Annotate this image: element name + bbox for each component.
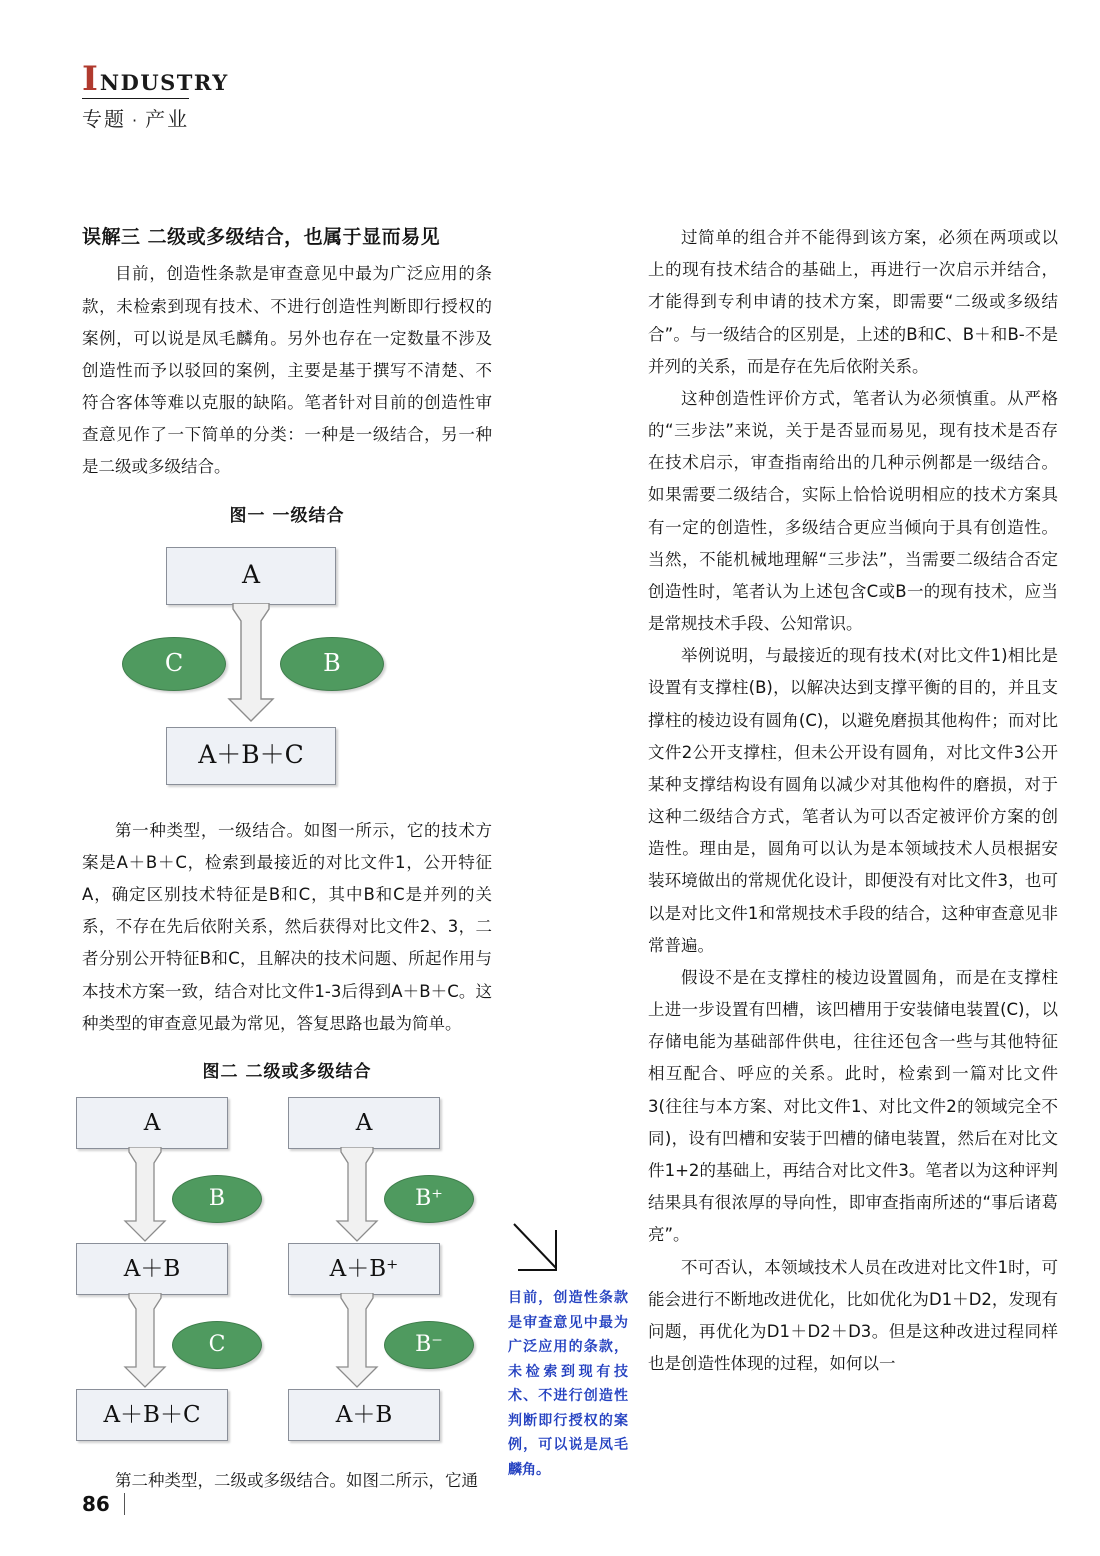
paragraph-right-2: 这种创造性评价方式，笔者认为必须慎重。从严格的“三步法”来说，关于是否显而易见，现有技术是否存在技术启示，审查指南给出的几种示例都是一级结合。如果需要二级结合，实际上恰恰说明相应的技术方案具有一定的创造性，多级结合更应当倾向于具有创造性。当然，不能机械地理解“三步法”，当需要二级结合否定创造性时，笔者认为上述包含C或B一的现有技术，应当是常规技术手段、公知常识。 bbox=[648, 388, 1058, 634]
fig2-right-arrow-1 bbox=[334, 1147, 380, 1243]
fig1-node-b-label: B bbox=[323, 649, 341, 678]
fig2-right-node-ab-label: A＋B bbox=[335, 1401, 393, 1428]
figure-2 bbox=[76, 1097, 476, 1447]
fig2-left-node-abc-label: A＋B＋C bbox=[103, 1401, 201, 1428]
figure-1 bbox=[122, 541, 452, 801]
figure-1-title: 图一 一级结合 bbox=[229, 505, 345, 526]
paragraph-left-2: 第一种类型，一级结合。如图一所示，它的技术方案是A＋B＋C，检索到最接近的对比文件1，公开特征A，确定区别技术特征是B和C，其中B和C是并列的关系，不存在先后依附关系，然后获得对比文件2、3，二者分别公开特征B和C，且解决的技术问题、所起作用与本技术方案一致，结合对比文件1-3后得到A＋B＋C。这种类型的审查意见最为常见，答复思路也最为简单。 bbox=[82, 820, 492, 1033]
paragraph-right-1: 过简单的组合并不能得到该方案，必须在两项或以上的现有技术结合的基础上，再进行一次启示并结合，才能得到专利申请的技术方案，即需要“二级或多级结合”。与一级结合的区别是，上述的B和C、B＋和B-不是并列的关系，而是存在先后依附关系。 bbox=[648, 228, 1058, 376]
fig2-right-node-a bbox=[288, 1097, 440, 1149]
fig2-right-node-ab bbox=[288, 1389, 440, 1441]
paragraph-left-1: 目前，创造性条款是审查意见中最为广泛应用的条款，未检索到现有技术、不进行创造性判断即行授权的案例，可以说是凤毛麟角。另外也存在一定数量不涉及创造性而予以驳回的案例，主要是基于撰写不清楚、不符合客体等难以克服的缺陷。笔者针对目前的创造性审查意见作了一下简单的分类：一种是一级结合，另一种是二级或多级结合。 bbox=[82, 264, 492, 477]
fig2-left-node-a bbox=[76, 1097, 228, 1149]
pullquote-rule bbox=[512, 1222, 566, 1280]
paragraph-right-3: 举例说明，与最接近的现有技术(对比文件1)相比是设置有支撑柱(B)，以解决达到支撑平衡的目的，并且支撑柱的棱边设有圆角(C)，以避免磨损其他构件；而对比文件2公开支撑柱，但未公开设有圆角，对比文件3公开某种支撑结构设有圆角以减少对其他构件的磨损，对于这种二级结合方式，笔者认为可以否定被评价方案的创造性。理由是，圆角可以认为是本领域技术人员根据安装环境做出的常规优化设计，即便没有对比文件3，也可以是对比文件1和常规技术手段的结合，这种审查意见非常普遍。 bbox=[648, 646, 1058, 955]
fig2-left-node-c-label: C bbox=[208, 1331, 226, 1357]
fig2-left-node-b bbox=[172, 1175, 262, 1223]
header-word: NDUSTRY bbox=[99, 70, 229, 95]
header-cn-separator: · bbox=[132, 111, 140, 130]
fig2-left-node-ab bbox=[76, 1243, 228, 1295]
page-number: 86 bbox=[82, 1492, 110, 1516]
section-title: 误解三 二级或多级结合，也属于显而易见 bbox=[82, 226, 441, 248]
fig1-node-c-label: C bbox=[164, 649, 184, 678]
fig1-node-c bbox=[122, 637, 226, 691]
fig2-right-arrow-2 bbox=[334, 1293, 380, 1389]
paragraph-right-5: 不可否认，本领域技术人员在改进对比文件1时，可能会进行不断地改进优化，比如优化为D1＋D2，发现有问题，再优化为D1＋D2＋D3。但是这种改进过程同样也是创造性体现的过程，如何以一 bbox=[648, 1257, 1058, 1374]
fig2-left-arrow-2 bbox=[122, 1293, 168, 1389]
left-column bbox=[82, 222, 492, 1497]
right-column bbox=[648, 222, 1058, 1380]
paragraph-left-3: 第二种类型，二级或多级结合。如图二所示，它通 bbox=[115, 1471, 478, 1491]
header-chinese-line bbox=[82, 98, 189, 132]
fig2-right-node-b-minus bbox=[384, 1321, 474, 1369]
fig1-arrow-down bbox=[225, 603, 277, 723]
fig2-left-node-b-label: B bbox=[208, 1185, 226, 1211]
fig1-node-a bbox=[166, 547, 336, 605]
fig2-right-node-a-label: A bbox=[355, 1109, 373, 1136]
pullquote: 目前，创造性条款是审查意见中最为广泛应用的条款，未检索到现有技术、不进行创造性判断即行授权的案例，可以说是凤毛麟角。 bbox=[508, 1290, 628, 1478]
header-cn-left: 专题 bbox=[82, 107, 126, 131]
fig2-left-arrow-1 bbox=[122, 1147, 168, 1243]
fig2-right-node-b-plus-label: B⁺ bbox=[415, 1185, 443, 1211]
fig1-node-a-label: A bbox=[241, 560, 261, 590]
fig1-node-abc-label: A＋B＋C bbox=[198, 740, 304, 770]
fig2-left-node-a-label: A bbox=[143, 1109, 161, 1136]
page-footer bbox=[82, 1492, 125, 1516]
figure-2-title: 图二 二级或多级结合 bbox=[202, 1061, 372, 1082]
fig1-node-abc bbox=[166, 727, 336, 785]
fig2-right-node-b-plus bbox=[384, 1175, 474, 1223]
header-title-line bbox=[82, 59, 502, 99]
footer-divider bbox=[124, 1493, 125, 1515]
header-initial: I bbox=[82, 59, 98, 99]
fig1-node-b bbox=[280, 637, 384, 691]
fig2-left-node-ab-label: A＋B bbox=[123, 1255, 181, 1282]
header-cn-right: 产业 bbox=[145, 107, 190, 131]
fig2-right-node-b-minus-label: B⁻ bbox=[415, 1331, 443, 1357]
fig2-left-node-c bbox=[172, 1321, 262, 1369]
page-header bbox=[82, 59, 502, 132]
fig2-left-node-abc bbox=[76, 1389, 228, 1441]
paragraph-right-4: 假设不是在支撑柱的棱边设置圆角，而是在支撑柱上进一步设置有凹槽，该凹槽用于安装储电装置(C)，以存储电能为基础部件供电，往往还包含一些与其他特征相互配合、呼应的关系。此时，检索到一篇对比文件3(往往与本方案、对比文件1、对比文件2的领域完全不同)，设有凹槽和安装于凹槽的储电装置，然后在对比文件1+2的基础上，再结合对比文件3。笔者以为这种评判结果具有很浓厚的导向性，即审查指南所述的“事后诸葛亮”。 bbox=[648, 967, 1058, 1245]
fig2-right-node-ab-plus bbox=[288, 1243, 440, 1295]
fig2-right-node-ab-plus-label: A＋B⁺ bbox=[329, 1255, 399, 1282]
